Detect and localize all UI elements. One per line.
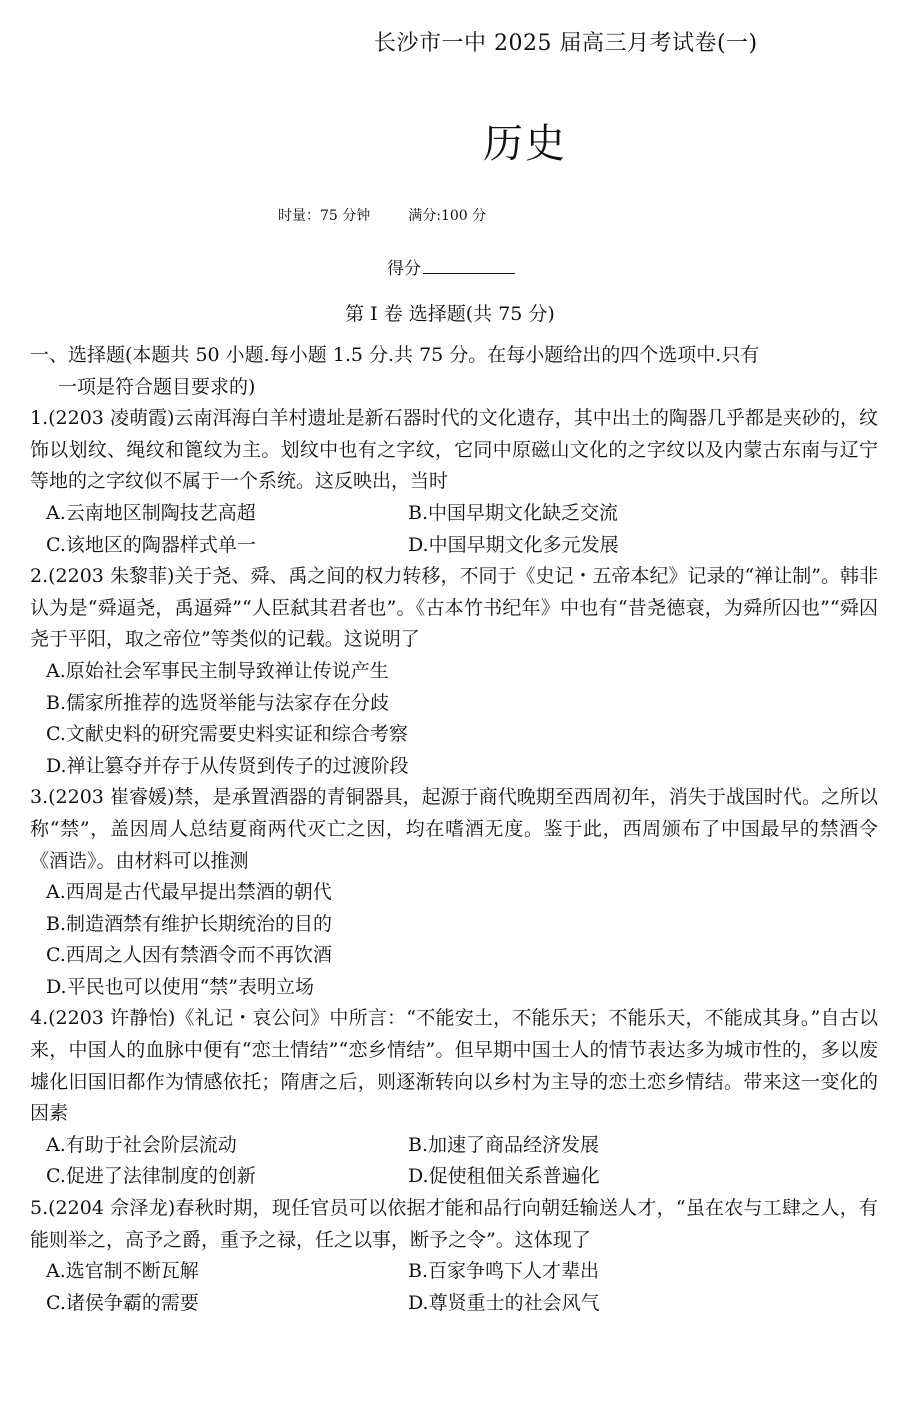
option-c: C.诸侯争霸的需要 [46, 1291, 199, 1314]
option-c: C.西周之人因有禁酒令而不再饮酒 [46, 944, 332, 967]
question-4 [30, 1003, 878, 1193]
option-b: B.百家争鸣下人才辈出 [408, 1260, 600, 1283]
option-b: B.制造酒禁有维护长期统治的目的 [46, 912, 333, 935]
option-a: A.原始社会军事民主制导致禅让传说产生 [46, 659, 389, 682]
subject-title: 历史 [483, 121, 567, 167]
question-stem: 3.(2203 崔睿媛)禁，是承置酒器的青铜器具，起源于商代晚期至西周初年，消失于战国时代。之所以称“禁”，盖因周人总结夏商两代灭亡之因，均在嗜酒无度。鉴于此，西周颁布了中国最早的禁酒令《酒诰》。由材料可以推测 [30, 786, 878, 872]
option-d: D.平民也可以使用“禁”表明立场 [46, 975, 315, 998]
option-a: A.西周是古代最早提出禁酒的朝代 [46, 881, 332, 904]
question-stem: 4.(2203 许静怡)《礼记・哀公问》中所言：“不能安土，不能乐天；不能乐天，不能成其身。”自古以来，中国人的血脉中便有“恋土情结”“恋乡情结”。但早期中国士人的情节表达多为城市性的，多以废墟化旧国旧都作为情感依托；隋唐之后，则逐渐转向以乡村为主导的恋土恋乡情结。带来这一变化的因素 [30, 1007, 878, 1125]
time-limit: 时量：75 分钟 [278, 208, 371, 224]
section-heading-line1: 一、选择题(本题共 50 小题.每小题 1.5 分.共 75 分。在每小题给出的四个选项中.只有 [30, 344, 760, 366]
option-a: A.选官制不断瓦解 [46, 1260, 199, 1283]
score-field [387, 254, 515, 279]
option-row [30, 498, 878, 530]
option-row [30, 1130, 878, 1162]
option-row [30, 1256, 878, 1288]
question-stem: 2.(2203 朱黎菲)关于尧、舜、禹之间的权力转移，不同于《史记・五帝本纪》记录的“禅让制”。韩非认为是“舜逼尧，禹逼舜”“人臣弑其君者也”。《古本竹书纪年》中也有“昔尧德衰，为舜所囚也”“舜囚尧于平阳，取之帝位”等类似的记载。这说明了 [30, 565, 878, 651]
option-row [30, 1161, 878, 1193]
option-a: A.有助于社会阶层流动 [46, 1133, 237, 1156]
option-b: B.儒家所推荐的选贤举能与法家存在分歧 [46, 691, 390, 714]
option-c: C.该地区的陶器样式单一 [46, 533, 256, 556]
option-b: B.加速了商品经济发展 [408, 1133, 600, 1156]
question-stem: 5.(2204 佘泽龙)春秋时期，现任官员可以依据才能和品行向朝廷输送人才，“虽在农与工肆之人，有能则举之，高予之爵，重予之禄，任之以事，断予之令”。这体现了 [30, 1197, 878, 1251]
option-row [30, 1288, 878, 1320]
option-a: A.云南地区制陶技艺高超 [46, 501, 256, 524]
score-label: 得分 [387, 259, 421, 279]
question-stem: 1.(2203 凌萌霞)云南洱海白羊村遗址是新石器时代的文化遗存，其中出土的陶器几乎都是夹砂的，纹饰以划纹、绳纹和篦纹为主。划纹中也有之字纹，它同中原磁山文化的之字纹以及内蒙古东南与辽宁等地的之字纹似不属于一个系统。这反映出，当时 [30, 407, 878, 493]
option-b: B.中国早期文化缺乏交流 [408, 501, 619, 524]
question-1 [30, 403, 878, 561]
score-blank-line [423, 256, 515, 274]
option-c: C.促进了法律制度的创新 [46, 1165, 256, 1188]
question-2 [30, 561, 878, 782]
option-row [30, 530, 878, 562]
questions-body [30, 340, 878, 1319]
option-d: D.禅让篡夺并存于从传贤到传子的过渡阶段 [46, 754, 409, 777]
option-d: D.尊贤重士的社会风气 [408, 1291, 600, 1314]
full-score: 满分:100 分 [408, 208, 487, 224]
section-heading-line2: 一项是符合题目要求的) [58, 375, 256, 398]
part-title: 第 I 卷 选择题(共 75 分) [345, 303, 555, 325]
exam-meta [278, 205, 486, 225]
exam-title: 长沙市一中 2025 届高三月考试卷(一) [374, 31, 758, 56]
option-c: C.文献史料的研究需要史料实证和综合考察 [46, 723, 408, 746]
section-heading [30, 340, 878, 403]
option-d: D.促使租佃关系普遍化 [408, 1165, 600, 1188]
question-5 [30, 1193, 878, 1319]
option-d: D.中国早期文化多元发展 [408, 533, 619, 556]
question-3 [30, 782, 878, 1003]
